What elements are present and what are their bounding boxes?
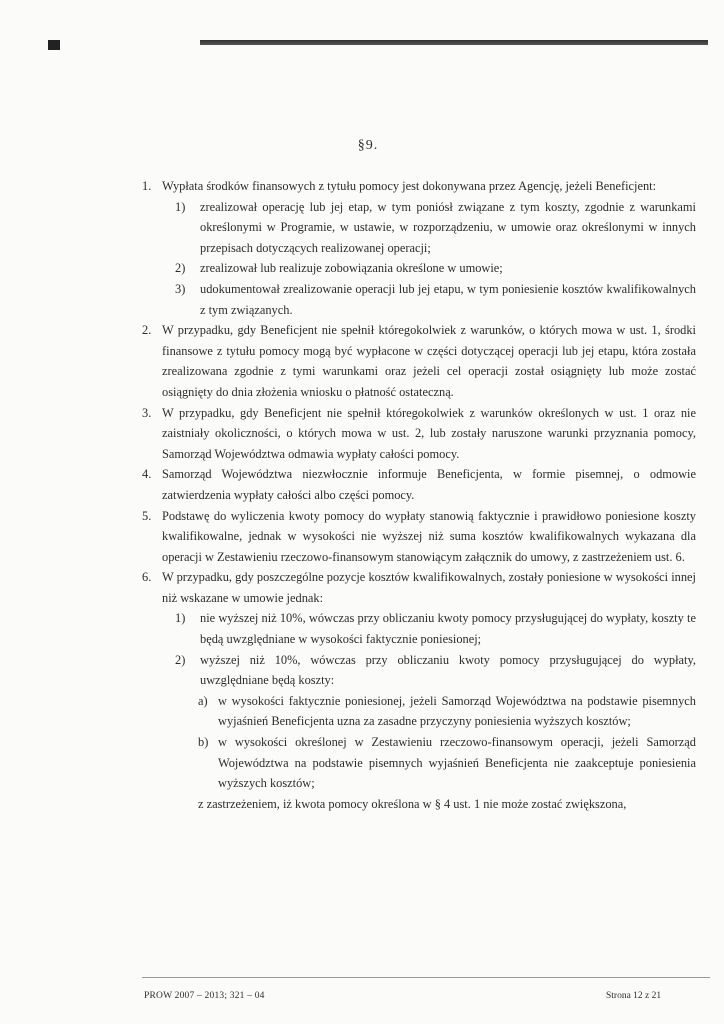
paragraph-text: udokumentował zrealizowanie operacji lub jej etapu, w tym poniesienie kosztów kwalifikowalnych z tym związanych. (200, 281, 696, 317)
paragraph-text: zrealizował lub realizuje zobowiązania określone w umowie; (200, 261, 503, 276)
section-title: §9. (357, 138, 379, 153)
paragraph-text: wyższej niż 10%, wówczas przy obliczaniu kwoty pomocy przysługującej do wypłaty, uwzględniane będą koszty: (200, 652, 696, 688)
paragraph-number: 1) (175, 199, 186, 214)
paragraph-sub (142, 279, 696, 320)
section-body (142, 176, 696, 814)
paragraph-number: 2) (175, 652, 186, 667)
paragraph-sub (142, 650, 696, 691)
paragraph-top (142, 403, 696, 465)
paragraph-text: Samorząd Województwa niezwłocznie informuje Beneficjenta, w formie pisemnej, o odmowie zatwierdzenia wypłaty całości albo części pomocy. (162, 467, 696, 502)
paragraph-sub (142, 608, 696, 649)
paragraph-text: nie wyższej niż 10%, wówczas przy obliczaniu kwoty pomocy przysługującej do wypłaty, koszty te będą uwzględniane w wysokości faktycznie poniesionej; (200, 611, 696, 647)
paragraph-number: a) (198, 693, 208, 708)
paragraph-text: Podstawę do wyliczenia kwoty pomocy do wypłaty stanowią faktycznie i prawidłowo poniesione koszty kwalifikowalne, jednak w wysokości nie wyższej niż suma kosztów kwalifikowalnych wykazana dla operacji w Zestawieniu rzeczowo-finansowym stanowiącym załącznik do umowy, z zastrzeżeniem ust. 6. (162, 508, 696, 564)
paragraph-number: 1) (175, 611, 186, 626)
footer-rule (142, 977, 710, 978)
paragraph-number: 6. (142, 570, 152, 585)
paragraph-number: 2. (142, 323, 152, 338)
paragraph-tail (142, 794, 696, 815)
paragraph-subsub (142, 691, 696, 732)
corner-scan-mark (48, 40, 60, 50)
paragraph-number: 4. (142, 467, 152, 482)
paragraph-top (142, 176, 696, 197)
paragraph-number: 5. (142, 508, 152, 523)
paragraph-text: z zastrzeżeniem, iż kwota pomocy określona w § 4 ust. 1 nie może zostać zwiększona, (198, 796, 627, 811)
paragraph-top (142, 567, 696, 608)
footer-program-code: PROW 2007 – 2013; 321 – 04 (144, 991, 265, 1001)
paragraph-text: Wypłata środków finansowych z tytułu pomocy jest dokonywana przez Agencję, jeżeli Beneficjent: (162, 179, 657, 193)
paragraph-text: W przypadku, gdy poszczególne pozycje kosztów kwalifikowalnych, zostały poniesione w wysokości innej niż wskazane w umowie jednak: (162, 570, 696, 605)
paragraph-text: W przypadku, gdy Beneficjent nie spełnił któregokolwiek z warunków, o których mowa w ust. 1, środki finansowe z tytułu pomocy mogą być wypłacone w części dotyczącej operacji lub jej etapu, która została zrealizowana zgodnie z tymi warunkami oraz jeżeli cel operacji został osiągnięty lub może zostać osiągnięty do dnia złożenia wniosku o płatność ostateczną. (162, 323, 696, 399)
paragraph-text: W przypadku, gdy Beneficjent nie spełnił któregokolwiek z warunków określonych w ust. 1 oraz nie zaistniały okoliczności, o których mowa w ust. 2, lub zostały naruszone warunki przyznania pomocy, Samorząd Województwa odmawia wypłaty całości pomocy. (162, 405, 696, 461)
paragraph-number: 1. (142, 179, 152, 193)
paragraph-top (142, 506, 696, 568)
footer-page-number: Strona 12 z 21 (606, 991, 662, 1001)
paragraph-text: w wysokości określonej w Zestawieniu rzeczowo-finansowym operacji, jeżeli Samorząd Województwa na podstawie pisemnych wyjaśnień Beneficjenta nie zaakceptuje poniesienia wyższych kosztów; (218, 735, 696, 791)
paragraph-number: b) (198, 735, 209, 750)
paragraph-sub (142, 197, 696, 259)
paragraph-number: 3) (175, 281, 186, 296)
paragraph-sub (142, 258, 696, 279)
paragraph-number: 2) (175, 261, 186, 276)
paragraph-top (142, 320, 696, 402)
paragraph-subsub (142, 732, 696, 794)
paragraph-number: 3. (142, 405, 152, 420)
paragraph-top (142, 464, 696, 505)
paragraph-text: w wysokości faktycznie poniesionej, jeżeli Samorząd Województwa na podstawie pisemnych wyjaśnień Beneficjenta uzna za zasadne przyczyny poniesienia wyższych kosztów; (218, 693, 696, 729)
paragraph-text: zrealizował operację lub jej etap, w tym poniósł związane z tym koszty, zgodnie z warunkami określonymi w Programie, w ustawie, w rozporządzeniu, w umowie oraz określonymi w innych przepisach dotyczących realizowanej operacji; (200, 199, 696, 255)
header-rule (200, 40, 708, 45)
